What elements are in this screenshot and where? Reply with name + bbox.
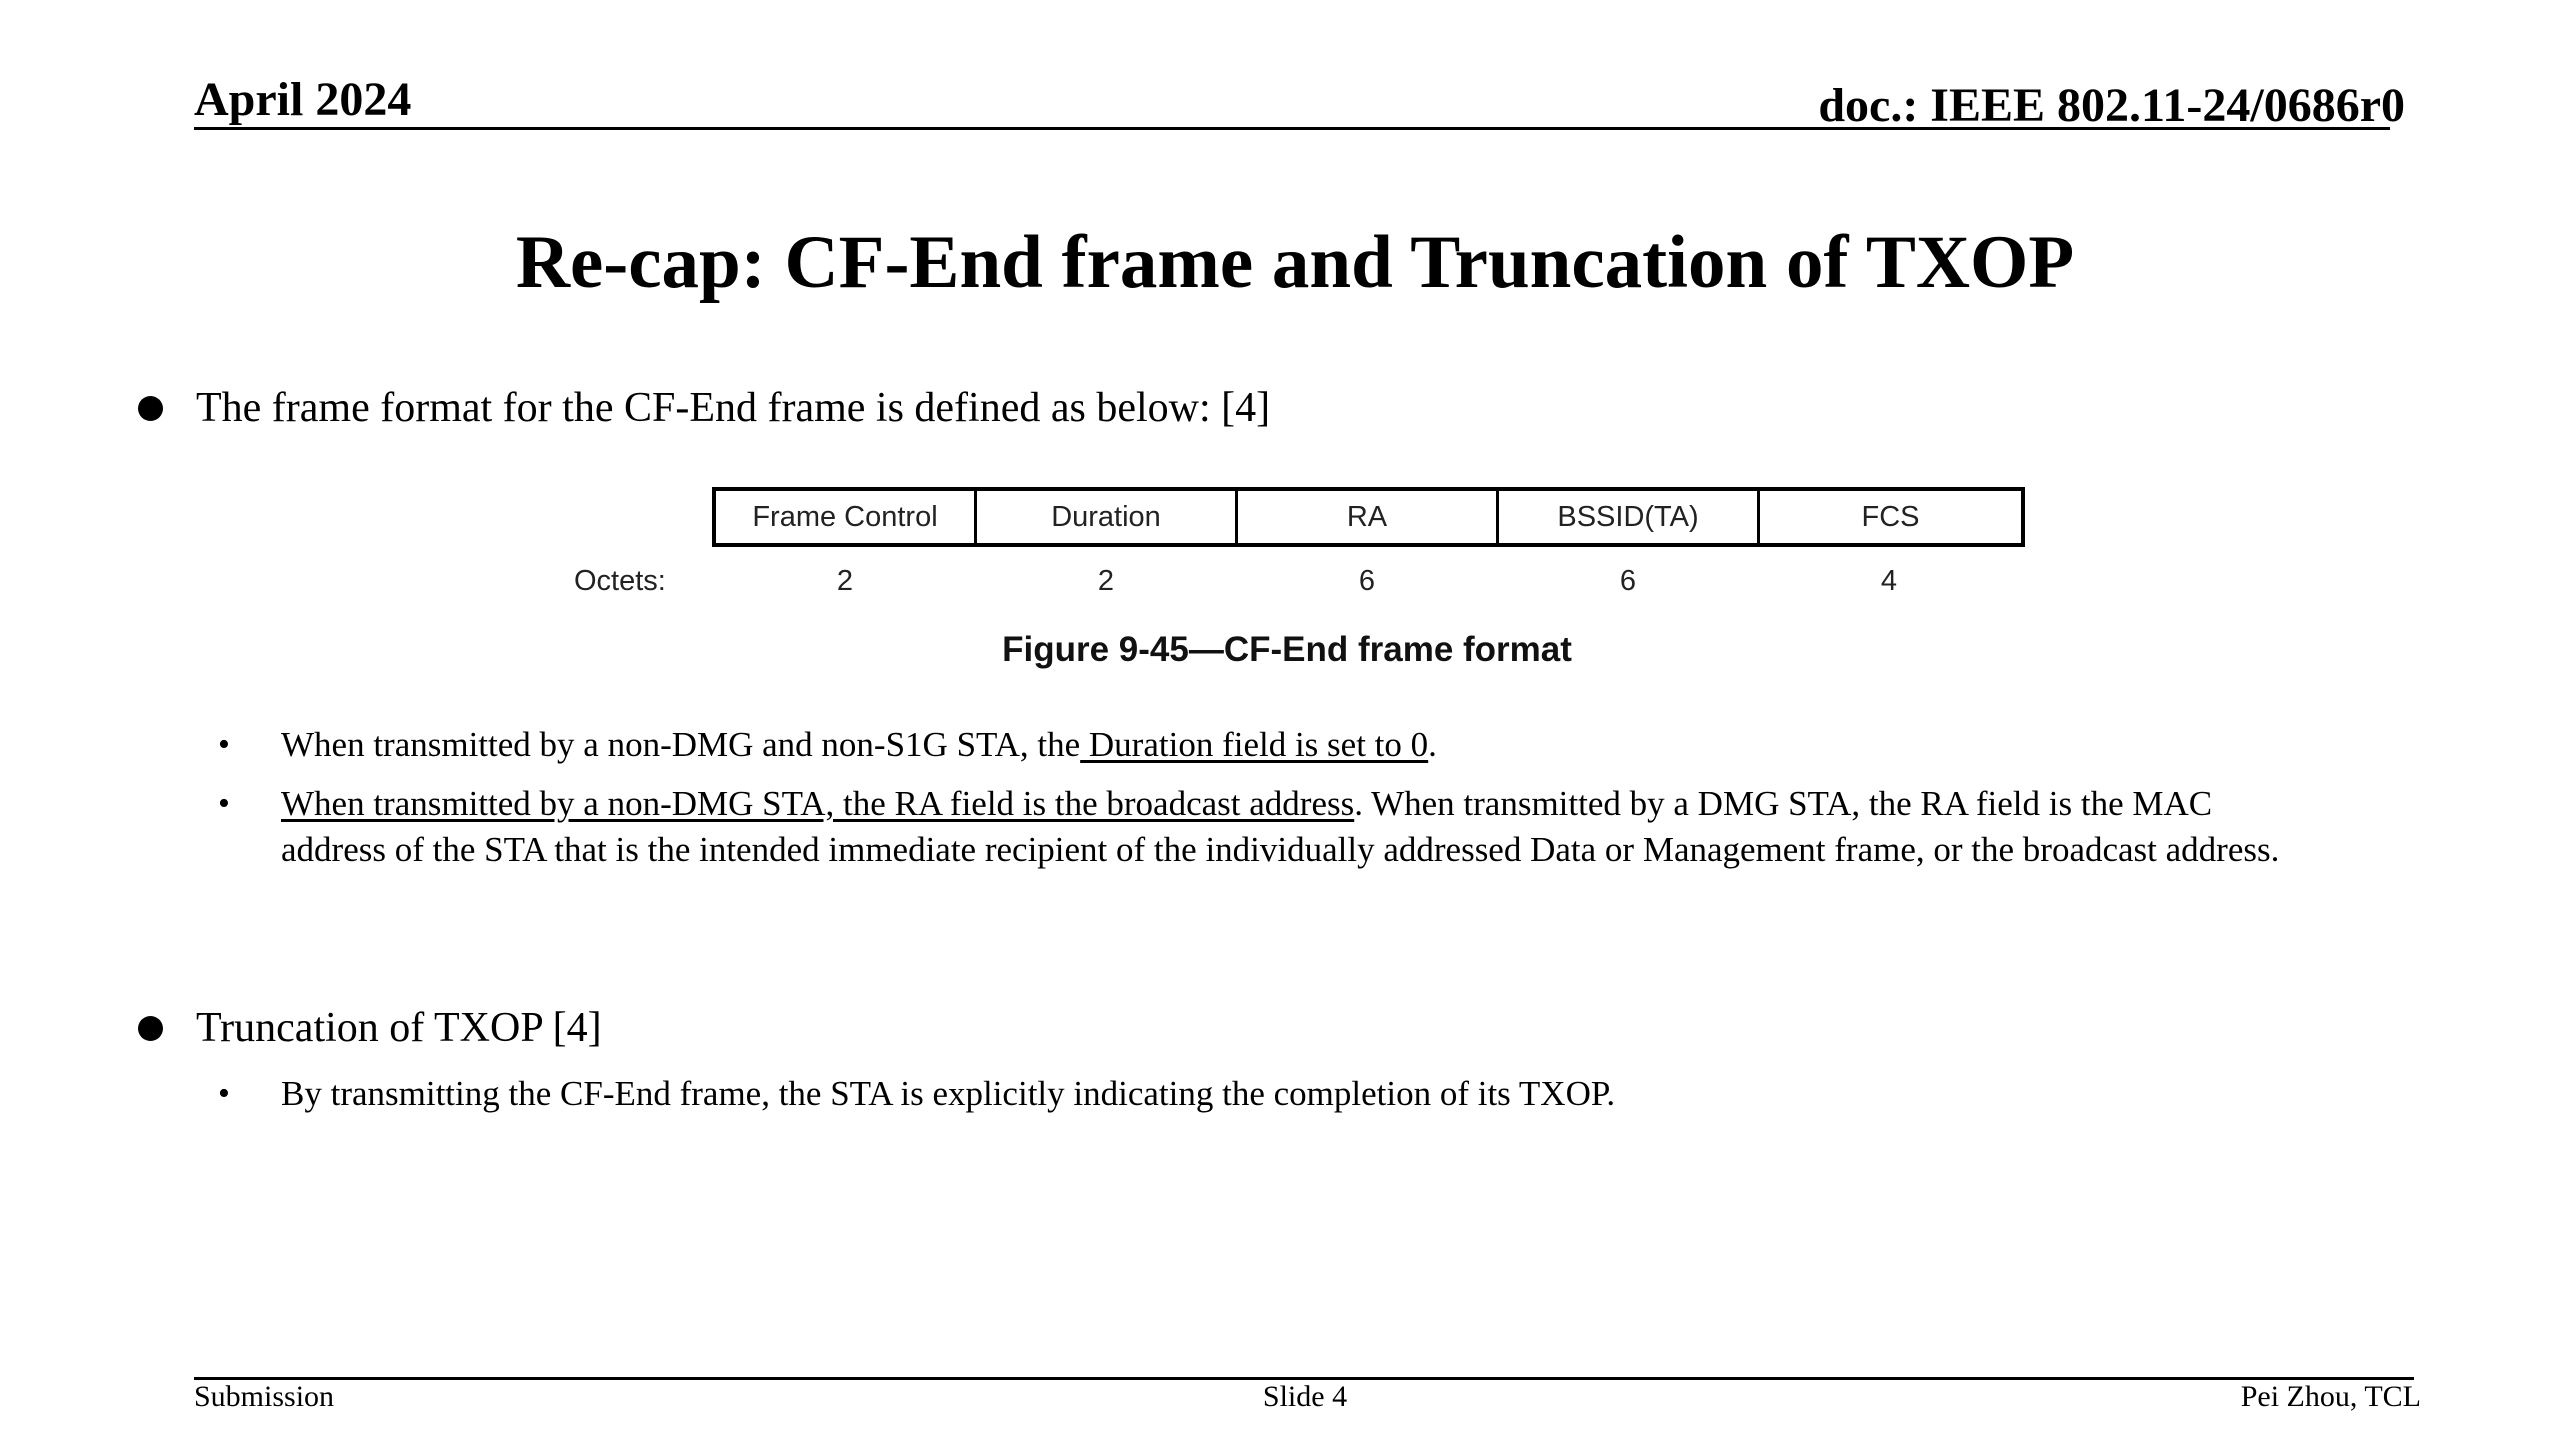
sub-bullet-ra-field [281, 781, 2461, 873]
octet-value: 2 [836, 565, 854, 597]
octets-row [0, 565, 2560, 605]
bullet-truncation-txop: Truncation of TXOP [4] [196, 1005, 602, 1051]
frame-field-ra: RA [1238, 491, 1499, 543]
sub-bullet-text-end: . [1428, 725, 1437, 764]
bullet-dot-icon [138, 1016, 163, 1041]
footer-slide-number: Slide 4 [1262, 1380, 1348, 1413]
octet-value: 6 [1619, 565, 1637, 597]
frame-field-duration: Duration [977, 491, 1238, 543]
figure-caption: Figure 9-45—CF-End frame format [1002, 630, 1572, 669]
frame-field-frame-control: Frame Control [716, 491, 977, 543]
footer-author: Pei Zhou, TCL [2240, 1380, 2421, 1413]
octets-label: Octets: [574, 565, 666, 597]
octet-value: 4 [1880, 565, 1898, 597]
sub-bullet-marker: • [218, 1075, 230, 1112]
sub-bullet-duration [281, 722, 1437, 768]
header-doc-id: doc.: IEEE 802.11-24/0686r0 [1818, 79, 2405, 132]
sub-bullet-underlined: When transmitted by a non-DMG STA, the RA field is the broadcast address [281, 784, 1355, 823]
bullet-frame-format: The frame format for the CF-End frame is defined as below: [4] [196, 385, 1271, 431]
frame-field-bssid-ta: BSSID(TA) [1499, 491, 1760, 543]
slide-title: Re-cap: CF-End frame and Truncation of TXOP [515, 221, 2075, 304]
octet-value: 6 [1358, 565, 1376, 597]
sub-bullet-underlined: Duration field is set to 0 [1080, 725, 1429, 764]
frame-field-fcs: FCS [1861, 500, 1920, 533]
frame-format-table [712, 487, 2025, 547]
sub-bullet-text: When transmitted by a non-DMG and non-S1G STA, the [281, 725, 1081, 764]
header-divider [194, 127, 2390, 130]
sub-bullet-line: address of the STA that is the intended immediate recipient of the individually addressed Data or Management frame, or the broadcast address. [281, 830, 2280, 869]
sub-bullet-marker: • [218, 785, 230, 822]
sub-bullet-cf-end-completion: By transmitting the CF-End frame, the STA is explicitly indicating the completion of its TXOP. [281, 1074, 1616, 1113]
bullet-dot-icon [138, 396, 163, 421]
sub-bullet-marker: • [218, 726, 230, 763]
sub-bullet-line [281, 781, 2461, 827]
octet-value: 2 [1097, 565, 1115, 597]
sub-bullet-text: . When transmitted by a DMG STA, the RA field is the MAC [1354, 784, 2213, 823]
header-date: April 2024 [194, 73, 412, 126]
footer-submission: Submission [194, 1380, 335, 1413]
